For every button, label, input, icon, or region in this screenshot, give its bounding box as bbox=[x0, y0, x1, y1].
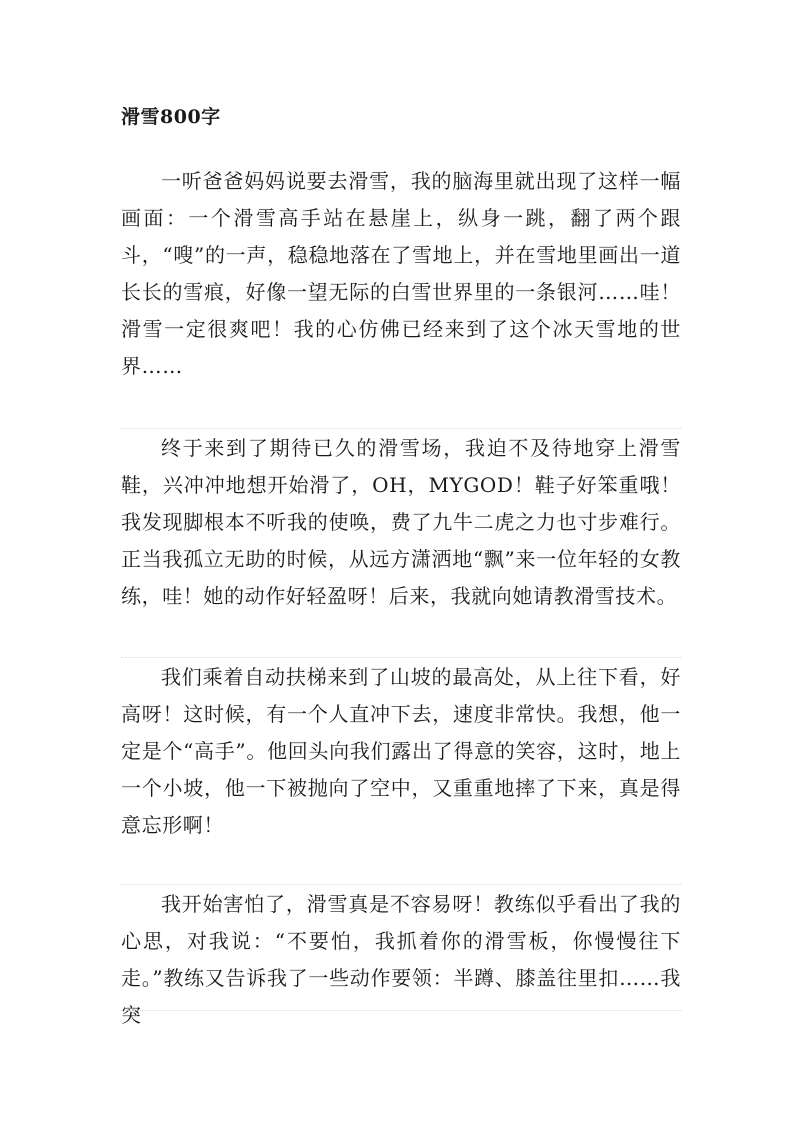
page-cut-separator bbox=[121, 1010, 681, 1011]
paragraph-1: 一听爸爸妈妈说要去滑雪，我的脑海里就出现了这样一幅画面：一个滑雪高手站在悬崖上，纵身一跳，翻了两个跟斗，“嗖”的一声，稳稳地落在了雪地上，并在雪地里画出一道长长的雪痕，好像一望无际的白雪世界里的一条银河……哇！滑雪一定很爽吧！我的心仿佛已经来到了这个冰天雪地的世界…… bbox=[121, 169, 681, 378]
paragraph-4: 我开始害怕了，滑雪真是不容易呀！教练似乎看出了我的心思，对我说：“不要怕，我抓着你的滑雪板，你慢慢往下走。”教练又告诉我了一些动作要领：半蹲、膝盖往里扣……我突 bbox=[121, 892, 681, 1027]
paragraph-4-clip bbox=[121, 886, 681, 1027]
paragraph-3: 我们乘着自动扶梯来到了山坡的最高处，从上往下看，好高呀！这时候，有一个人直冲下去，速度非常快。我想，他一定是个“高手”。他回头向我们露出了得意的笑容，这时，地上一个小坡，他一下被抛向了空中，又重重地摔了下来，真是得意忘形啊！ bbox=[121, 665, 681, 837]
paragraph-separator bbox=[121, 657, 681, 658]
paragraph-2: 终于来到了期待已久的滑雪场，我迫不及待地穿上滑雪鞋，兴冲冲地想开始滑了，OH，MYGOD！鞋子好笨重哦！我发现脚根本不听我的使唤，费了九牛二虎之力也寸步难行。正当我孤立无助的时候，从远方潇洒地“飘”来一位年轻的女教练，哇！她的动作好轻盈呀！后来，我就向她请教滑雪技术。 bbox=[121, 436, 681, 608]
paragraph-separator bbox=[121, 884, 681, 885]
paragraph-separator bbox=[121, 428, 681, 429]
document-title: 滑雪800字 bbox=[121, 106, 221, 128]
